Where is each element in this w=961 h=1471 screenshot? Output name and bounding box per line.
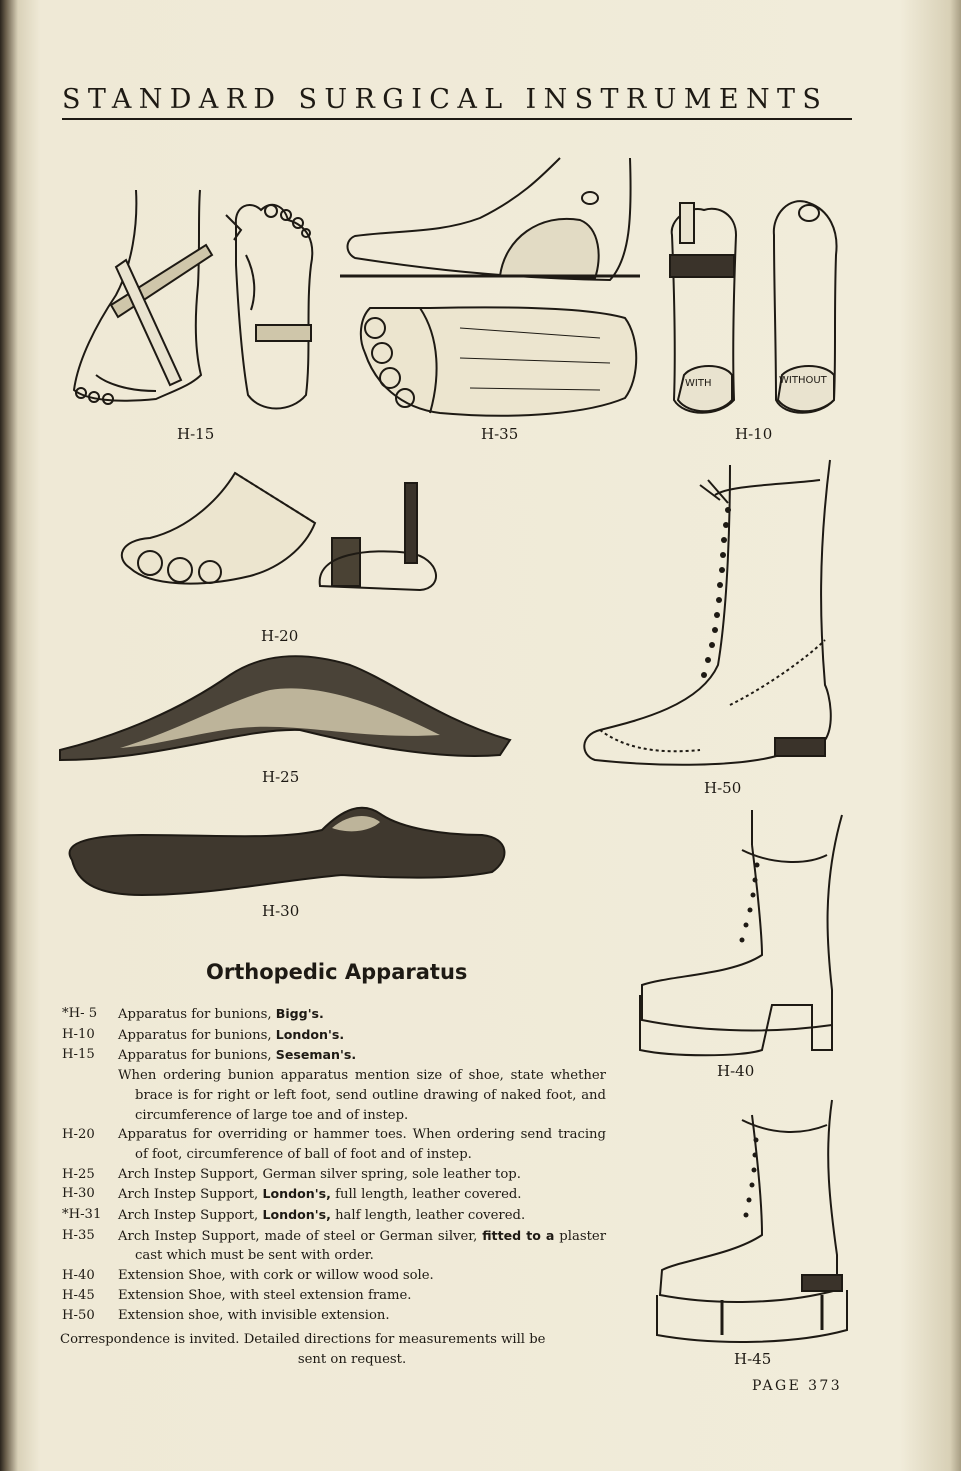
list-item — [58, 1045, 606, 1066]
figure-label-h40: H-40 — [717, 1062, 755, 1080]
figure-label-h45: H-45 — [734, 1350, 772, 1368]
h50-illustration — [580, 455, 855, 775]
h10-with-text: WITH — [685, 378, 712, 389]
h35-illustration — [340, 158, 640, 423]
figure-label-h35: H-35 — [481, 425, 519, 443]
page-number-value: 373 — [808, 1378, 843, 1394]
h45-illustration — [652, 1095, 852, 1345]
figure-label-h50: H-50 — [704, 779, 742, 797]
section-heading: Orthopedic Apparatus — [206, 960, 468, 984]
item-bold-text: Bigg's. — [275, 1006, 324, 1021]
list-item — [58, 1205, 606, 1226]
h20-illustration — [110, 468, 450, 593]
list-item-note — [58, 1066, 606, 1125]
correspondence-line-1: Correspondence is invited. Detailed directions for measurements will be — [60, 1332, 546, 1347]
item-text: Arch Instep Support, — [118, 1187, 263, 1203]
item-text: Extension Shoe, with cork or willow wood sole. — [118, 1268, 434, 1284]
list-item — [58, 1025, 606, 1046]
page-header-title: STANDARD SURGICAL INSTRUMENTS — [62, 84, 829, 115]
list-item — [58, 1165, 606, 1185]
list-item — [58, 1226, 606, 1266]
correspondence-note — [60, 1330, 608, 1369]
item-bold-text: London's, — [262, 1207, 331, 1223]
item-bold-text: London's, — [262, 1186, 331, 1202]
item-code: H-40 — [62, 1268, 95, 1284]
item-code — [58, 1066, 118, 1125]
item-code: H-25 — [62, 1166, 95, 1182]
item-text: When ordering bunion apparatus mention size of shoe, state whether brace is for right or left foot, send outline drawing of naked foot, and circumference of large toe and of instep. — [118, 1068, 606, 1123]
h40-illustration — [632, 805, 852, 1060]
figure-label-h10: H-10 — [735, 425, 773, 443]
item-bold-text: fitted to a — [482, 1227, 555, 1243]
product-list — [58, 1004, 606, 1325]
item-text: Arch Instep Support, — [118, 1208, 263, 1224]
figure-label-h25: H-25 — [262, 768, 300, 786]
item-code: H-50 — [62, 1307, 95, 1323]
figure-label-h15: H-15 — [177, 425, 215, 443]
item-text: Apparatus for bunions, — [118, 1027, 276, 1043]
item-bold-text: London's. — [275, 1026, 345, 1042]
item-text-after: full length, leather covered. — [330, 1187, 522, 1203]
list-item — [58, 1184, 606, 1205]
item-text: Extension shoe, with invisible extension. — [118, 1307, 390, 1323]
page-label: PAGE — [752, 1378, 802, 1394]
page-number — [752, 1378, 842, 1394]
h30-illustration — [62, 800, 510, 900]
item-code: H-45 — [62, 1287, 95, 1303]
h10-illustration — [664, 195, 854, 425]
item-bold-text: Seseman's. — [275, 1047, 357, 1063]
list-item — [58, 1125, 606, 1164]
list-item — [58, 1004, 606, 1025]
h15-illustration — [66, 185, 336, 415]
item-text: Apparatus for bunions, — [118, 1007, 276, 1022]
figure-label-h30: H-30 — [262, 902, 300, 920]
item-code: H-35 — [62, 1227, 95, 1243]
item-code: H-15 — [62, 1047, 95, 1063]
list-item — [58, 1306, 606, 1326]
list-item — [58, 1266, 606, 1286]
item-code: H-10 — [62, 1026, 95, 1042]
item-text: Extension Shoe, with steel extension frame. — [118, 1287, 412, 1303]
item-code: *H- 5 — [62, 1006, 98, 1021]
header-rule — [62, 118, 852, 120]
item-text-after: half length, leather covered. — [330, 1208, 526, 1224]
figure-label-h20: H-20 — [261, 627, 299, 645]
correspondence-line-2: sent on request. — [297, 1351, 407, 1367]
item-code: H-30 — [62, 1186, 95, 1202]
list-item — [58, 1286, 606, 1306]
item-text: Arch Instep Support, German silver spring, sole leather top. — [118, 1166, 521, 1182]
h25-illustration — [60, 650, 512, 765]
item-text: Apparatus for bunions, — [118, 1048, 276, 1064]
h10-without-text: WITHOUT — [779, 375, 827, 386]
item-text-after: plaster cast which must be sent with order. — [135, 1228, 606, 1264]
item-text: Arch Instep Support, made of steel or German silver, — [118, 1228, 483, 1244]
item-code: *H-31 — [62, 1207, 102, 1223]
item-text: Apparatus for overriding or hammer toes. When ordering send tracing of foot, circumference of ball of foot and of instep. — [118, 1127, 606, 1162]
item-code: H-20 — [62, 1127, 95, 1143]
